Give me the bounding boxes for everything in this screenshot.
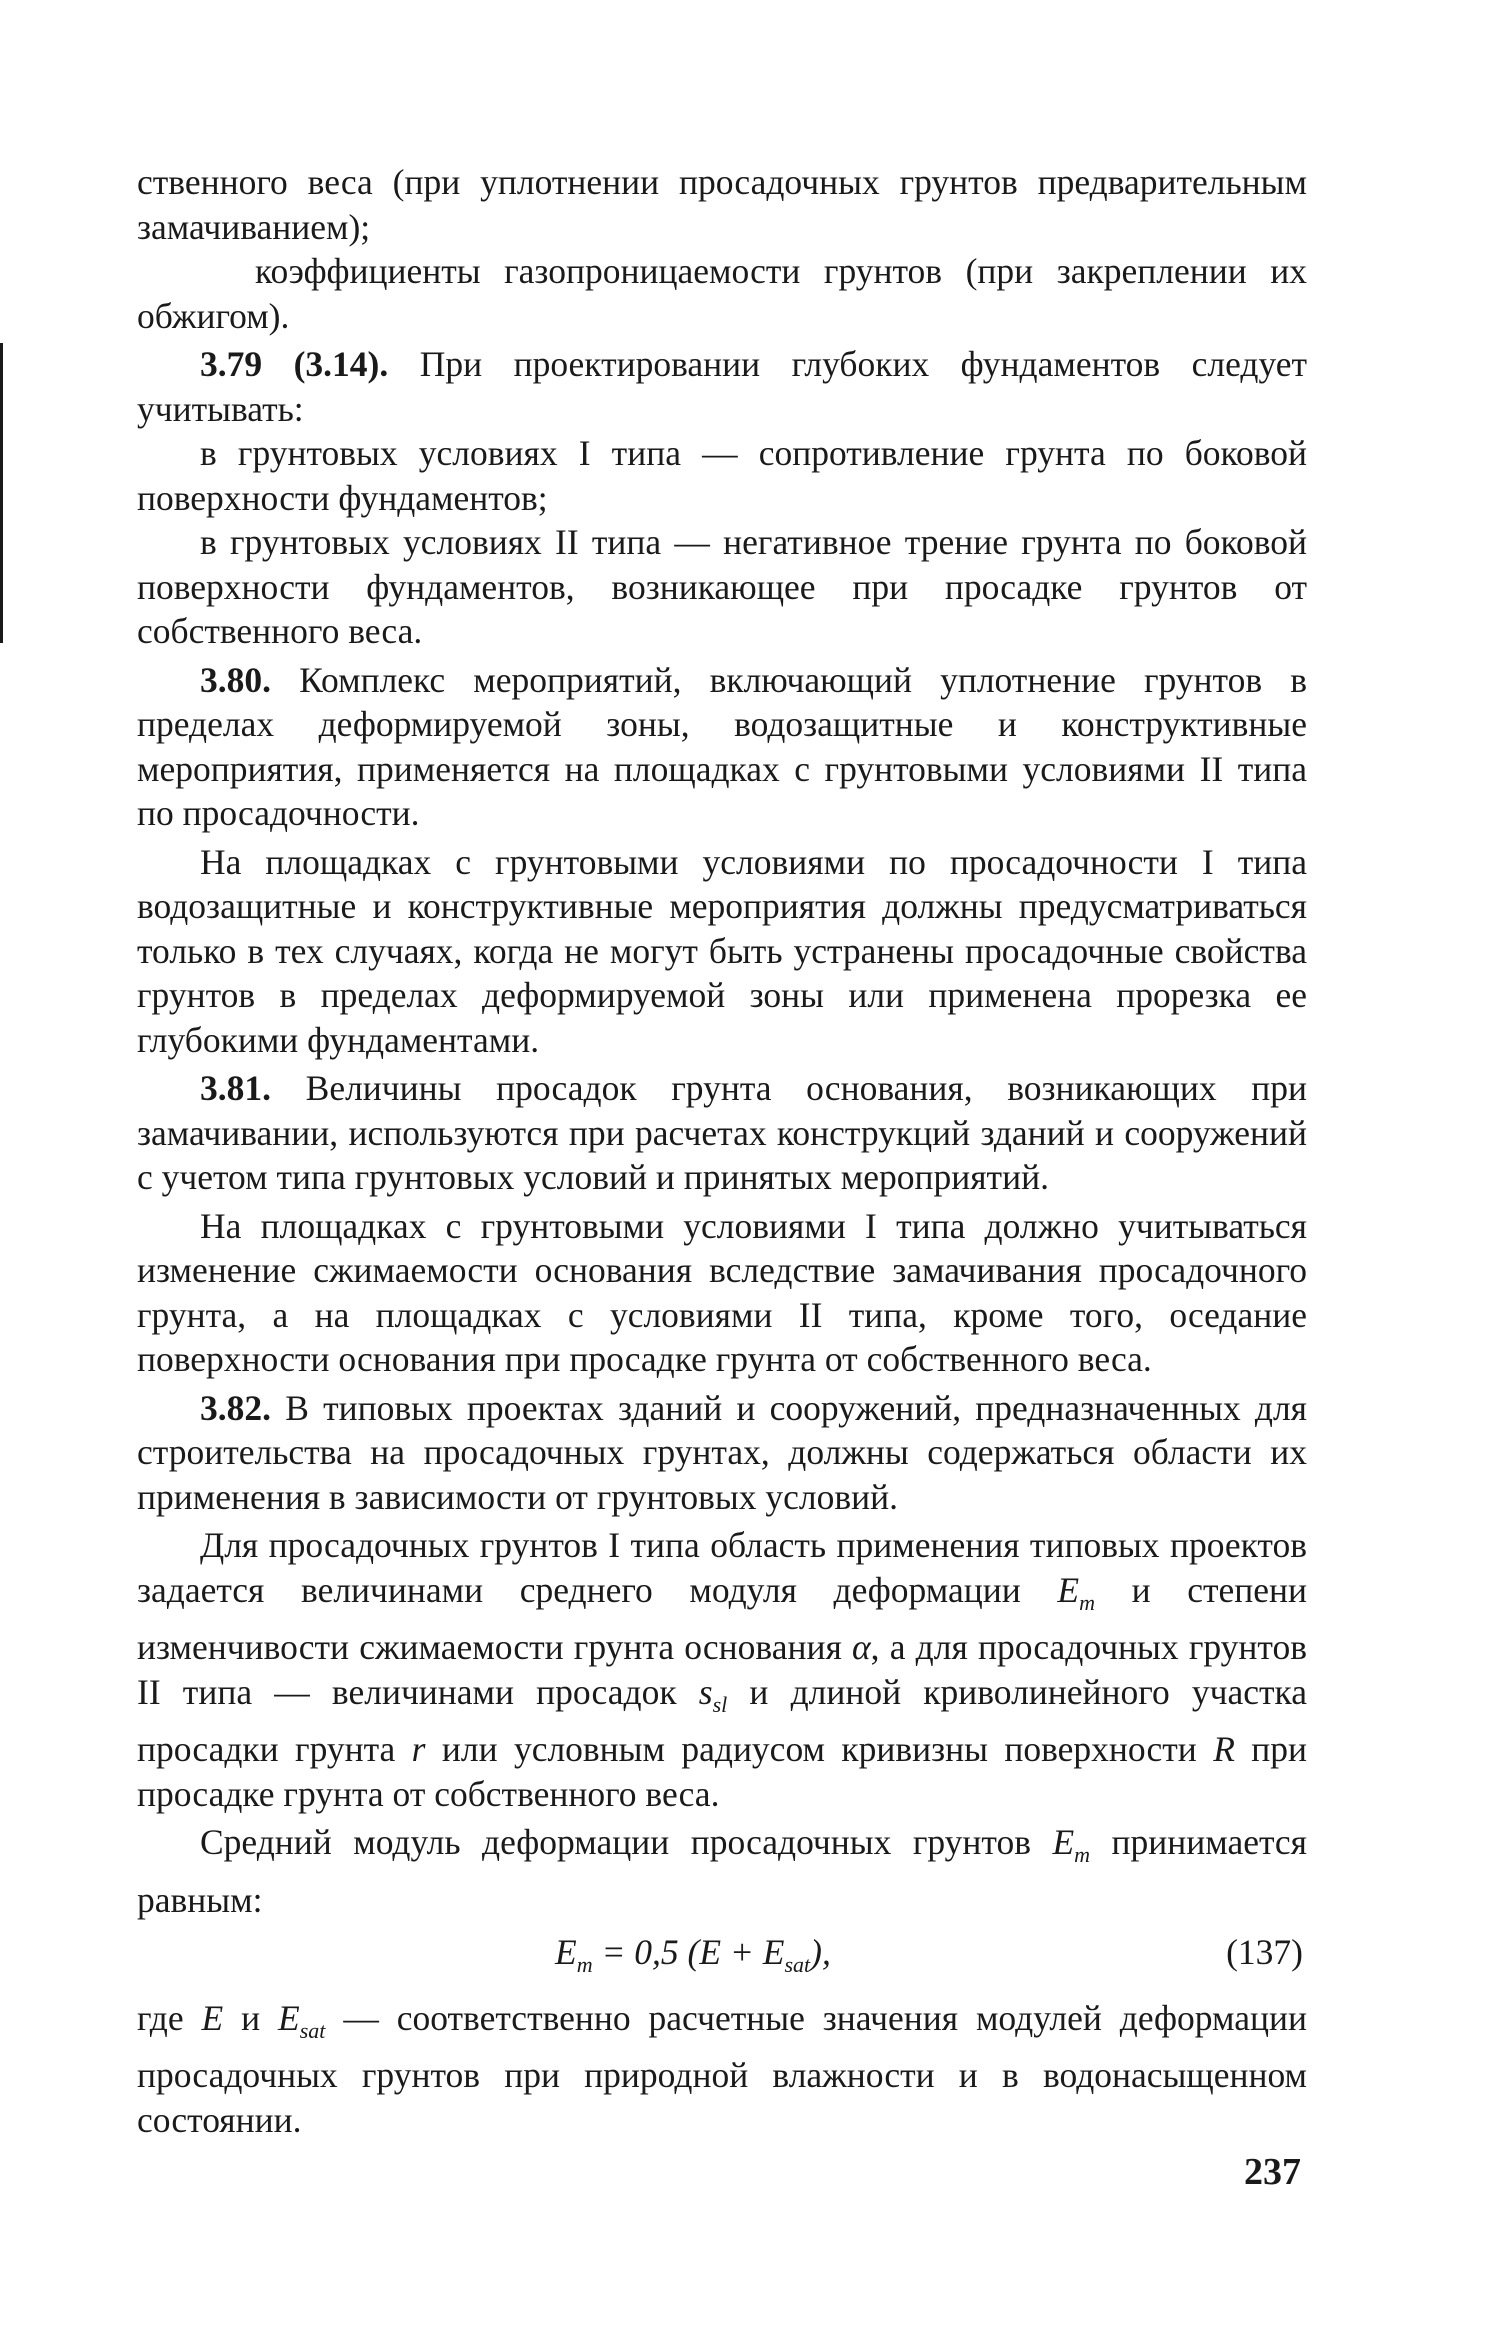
symbol-esat — [278, 1997, 326, 2043]
page-number: 237 — [1244, 2151, 1301, 2193]
section-number: 3.79 (3.14). — [200, 344, 389, 384]
text-run: и — [223, 1997, 279, 2038]
section-number: 3.80. — [200, 659, 271, 700]
formula-tail: ), — [810, 1932, 831, 1973]
section-number: 3.82. — [200, 1387, 271, 1428]
formula-lhs-subscript: m — [576, 1952, 593, 1978]
paragraph-1: ственного веса (при уплотнении просадочных грунтов предварительным замачиванием); — [137, 162, 1307, 247]
text-run: при просадке грунта от собственного веса. — [137, 1729, 1307, 1814]
formula-number: (137) — [1226, 1932, 1303, 1973]
symbol-letter: E — [1052, 1822, 1075, 1863]
section-3-82 — [137, 1386, 1307, 1520]
symbol-r: r — [411, 1729, 426, 1770]
section-text: Комплекс мероприятий, включающий уплотнение грунтов в пределах деформируемой зоны, водозащитные и конструктивные мероприятия, применяется на площадках с грунтовыми условиями II типа по просадочности. — [137, 659, 1307, 833]
section-text: Величины просадок грунта основания, возникающих при замачивании, используются при расчетах конструкций зданий и сооружений с учетом типа грунтовых условий и принятых мероприятий. — [137, 1068, 1307, 1197]
symbol-em — [1052, 1822, 1091, 1868]
text-run: Средний модуль деформации просадочных грунтов — [200, 1822, 1053, 1863]
symbol-subscript: m — [1079, 1589, 1095, 1615]
text-run: и степени изменчивости сжимаемости грунта основания — [137, 1569, 1307, 1668]
text-run: и длиной криволинейного участка просадки грунта — [137, 1671, 1307, 1770]
symbol-subscript: sat — [299, 2017, 326, 2043]
paragraph-3: в грунтовых условиях I типа — сопротивление грунта по боковой поверхности фундаментов; — [137, 433, 1307, 518]
section-number: 3.81. — [200, 1068, 271, 1108]
paragraph-8 — [137, 1820, 1307, 1922]
body-text — [137, 160, 1307, 2142]
section-text: При проектировании глубоких фундаментов следует учитывать: — [137, 344, 1307, 429]
symbol-letter: E — [278, 1997, 300, 2038]
symbol-E: E — [201, 1997, 224, 2038]
paragraph-9 — [137, 1996, 1307, 2143]
symbol-letter: s — [698, 1671, 713, 1712]
paragraph-6: На площадках с грунтовыми условиями I типа должно учитываться изменение сжимаемости основания вследствие замачивания просадочного грунта, а на площадках с условиями II типа, кроме того, оседание поверхности основания при просадке грунта от собственного веса. — [137, 1205, 1307, 1379]
text-run: — соответственно расчетные значения модулей деформации просадочных грунтов при природной влажности и в водонасыщенном состоянии. — [137, 1997, 1307, 2140]
text-run: где — [137, 1997, 202, 2038]
paragraph-4: в грунтовых условиях II типа — негативное трение грунта по боковой поверхности фундаментов, возникающее при просадке грунтов от собственного веса. — [137, 522, 1307, 651]
symbol-alpha: α — [852, 1627, 871, 1668]
symbol-ssl — [698, 1671, 728, 1717]
section-3-79 — [137, 342, 1307, 431]
formula-137 — [137, 1930, 1307, 1988]
formula-rhs-subscript: sat — [784, 1952, 811, 1978]
symbol-em — [1057, 1569, 1095, 1615]
paragraph-7 — [137, 1523, 1307, 1816]
revision-margin-bar — [0, 343, 3, 643]
symbol-letter: E — [1057, 1569, 1080, 1610]
section-3-81 — [137, 1066, 1307, 1200]
text-run: принимается равным: — [137, 1822, 1308, 1920]
symbol-subscript: m — [1074, 1842, 1091, 1868]
text-run: , а для просадочных грунтов II типа — величинами просадок — [137, 1627, 1307, 1712]
formula-expression — [137, 1930, 831, 1988]
formula-lhs: E — [555, 1932, 577, 1973]
section-text: В типовых проектах зданий и сооружений, предназначенных для строительства на просадочных грунтах, должны содержаться области их применения в зависимости от грунтовых условий. — [137, 1387, 1307, 1517]
formula-body: = 0,5 (E + E — [592, 1932, 785, 1973]
symbol-R: R — [1213, 1729, 1235, 1770]
section-3-80 — [137, 658, 1307, 836]
text-run: или условным радиусом кривизны поверхности — [425, 1729, 1214, 1770]
text-run: Для просадочных грунтов I типа область применения типовых проектов задается величинами среднего модуля деформации — [137, 1525, 1307, 1610]
paragraph-5: На площадках с грунтовыми условиями по просадочности I типа водозащитные и конструктивные мероприятия должны предусматриваться только в тех случаях, когда не могут быть устранены просадочные свойства грунтов в пределах деформируемой зоны или применена прорезка ее глубокими фундаментами. — [137, 841, 1307, 1060]
paragraph-2: коэффициенты газопроницаемости грунтов (при закреплении их обжигом). — [137, 251, 1307, 336]
symbol-subscript: sl — [712, 1691, 728, 1717]
